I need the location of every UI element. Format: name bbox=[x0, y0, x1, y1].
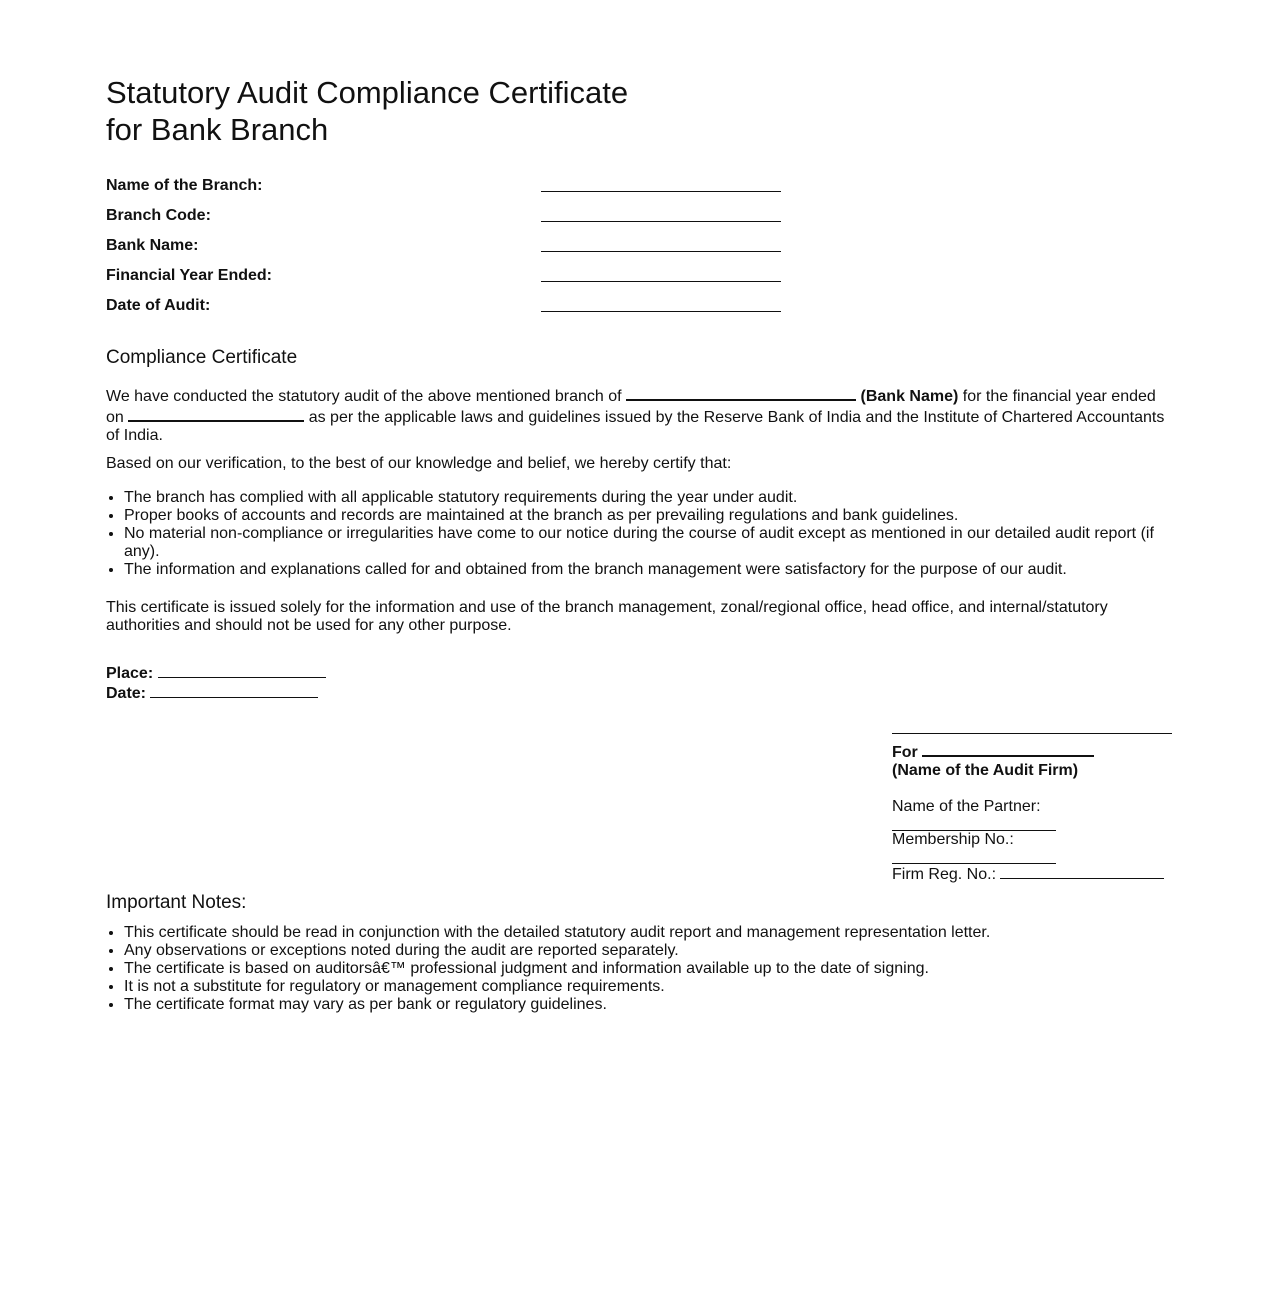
important-notes-list bbox=[106, 924, 1172, 1014]
para1-text-a: We have conducted the statutory audit of the above mentioned branch of bbox=[106, 388, 622, 405]
branch-name-blank[interactable] bbox=[541, 191, 781, 192]
list-item: • It is not a substitute for regulatory or management compliance requirements. bbox=[124, 978, 1172, 996]
field-row-audit-date bbox=[106, 294, 806, 324]
branch-code-blank[interactable] bbox=[541, 221, 781, 222]
important-notes-heading: Important Notes: bbox=[106, 892, 247, 913]
certificate-paragraph-2: Based on our verification, to the best of our knowledge and belief, we hereby certify that: bbox=[106, 455, 732, 472]
compliance-heading: Compliance Certificate bbox=[106, 347, 298, 368]
firm-name-label: (Name of the Audit Firm) bbox=[892, 762, 1079, 779]
page-title-line-1: Statutory Audit Compliance Certificate bbox=[106, 75, 629, 110]
place-label: Place: bbox=[106, 665, 154, 682]
financial-year-label: Financial Year Ended: bbox=[106, 267, 272, 284]
firm-reg-blank[interactable] bbox=[1000, 864, 1164, 879]
firm-name-blank[interactable] bbox=[922, 741, 1094, 757]
place-row bbox=[106, 663, 326, 683]
list-item: • The branch has complied with all applicable statutory requirements during the year under audit. bbox=[124, 489, 1172, 507]
membership-no-label: Membership No.: bbox=[892, 831, 1014, 848]
branch-details-form bbox=[106, 174, 806, 324]
list-item: • Any observations or exceptions noted during the audit are reported separately. bbox=[124, 942, 1172, 960]
date-row bbox=[106, 683, 326, 703]
audit-date-label: Date of Audit: bbox=[106, 297, 211, 314]
certificate-paragraph-1 bbox=[106, 385, 1172, 445]
firm-reg-label: Firm Reg. No.: bbox=[892, 866, 997, 883]
audit-firm-signature-block bbox=[892, 733, 1172, 884]
list-item: • The certificate format may vary as per bank or regulatory guidelines. bbox=[124, 996, 1172, 1014]
place-blank[interactable] bbox=[158, 663, 326, 678]
partner-name-label: Name of the Partner: bbox=[892, 798, 1041, 815]
list-item: • Proper books of accounts and records are maintained at the branch as per prevailing regulations and bank guidelines. bbox=[124, 507, 1172, 525]
partner-name-blank[interactable] bbox=[892, 816, 1056, 831]
date-blank[interactable] bbox=[150, 683, 318, 698]
field-row-financial-year bbox=[106, 264, 806, 294]
certificate-paragraph-3: This certificate is issued solely for the information and use of the branch management, zonal/regional office, head office, and internal/statutory authorities and should not be used for any other purpose. bbox=[106, 599, 1108, 634]
for-row bbox=[892, 741, 1172, 762]
page-title bbox=[106, 74, 1172, 148]
certification-list bbox=[106, 489, 1172, 579]
bank-name-label: Bank Name: bbox=[106, 237, 199, 254]
list-item: • The information and explanations called for and obtained from the branch management were satisfactory for the purpose of our audit. bbox=[124, 561, 1172, 579]
for-label: For bbox=[892, 744, 918, 761]
branch-code-label: Branch Code: bbox=[106, 207, 211, 224]
certificate-page bbox=[106, 74, 1172, 1013]
field-row-bank-name bbox=[106, 234, 806, 264]
financial-year-blank[interactable] bbox=[541, 281, 781, 282]
para1-text-c: as per the applicable laws and guidelines issued by the Reserve Bank of India and the Institute of Chartered Accountants of India. bbox=[106, 409, 1165, 444]
field-row-branch-code bbox=[106, 204, 806, 234]
firm-reg-row bbox=[892, 864, 1172, 884]
page-title-line-2: for Bank Branch bbox=[106, 112, 329, 147]
field-row-branch-name bbox=[106, 174, 806, 204]
membership-no-blank[interactable] bbox=[892, 849, 1056, 864]
date-label: Date: bbox=[106, 685, 147, 702]
signature-line[interactable] bbox=[892, 733, 1172, 734]
list-item: • This certificate should be read in conjunction with the detailed statutory audit report and management representation letter. bbox=[124, 924, 1172, 942]
place-date-block bbox=[106, 663, 326, 703]
bank-name-blank[interactable] bbox=[541, 251, 781, 252]
para1-text-b: for the financial year ended on bbox=[106, 388, 1156, 426]
branch-name-label: Name of the Branch: bbox=[106, 177, 263, 194]
list-item: • No material non-compliance or irregularities have come to our notice during the course of audit except as mentioned in our detailed audit report (if any). bbox=[124, 525, 1172, 561]
bank-name-inline-label: (Bank Name) bbox=[860, 388, 959, 405]
bank-name-inline-blank[interactable] bbox=[626, 385, 856, 401]
list-item: • The certificate is based on auditorsâ€™ professional judgment and information available up to the date of signing. bbox=[124, 960, 1172, 978]
audit-date-blank[interactable] bbox=[541, 311, 781, 312]
year-ended-inline-blank[interactable] bbox=[128, 406, 304, 422]
